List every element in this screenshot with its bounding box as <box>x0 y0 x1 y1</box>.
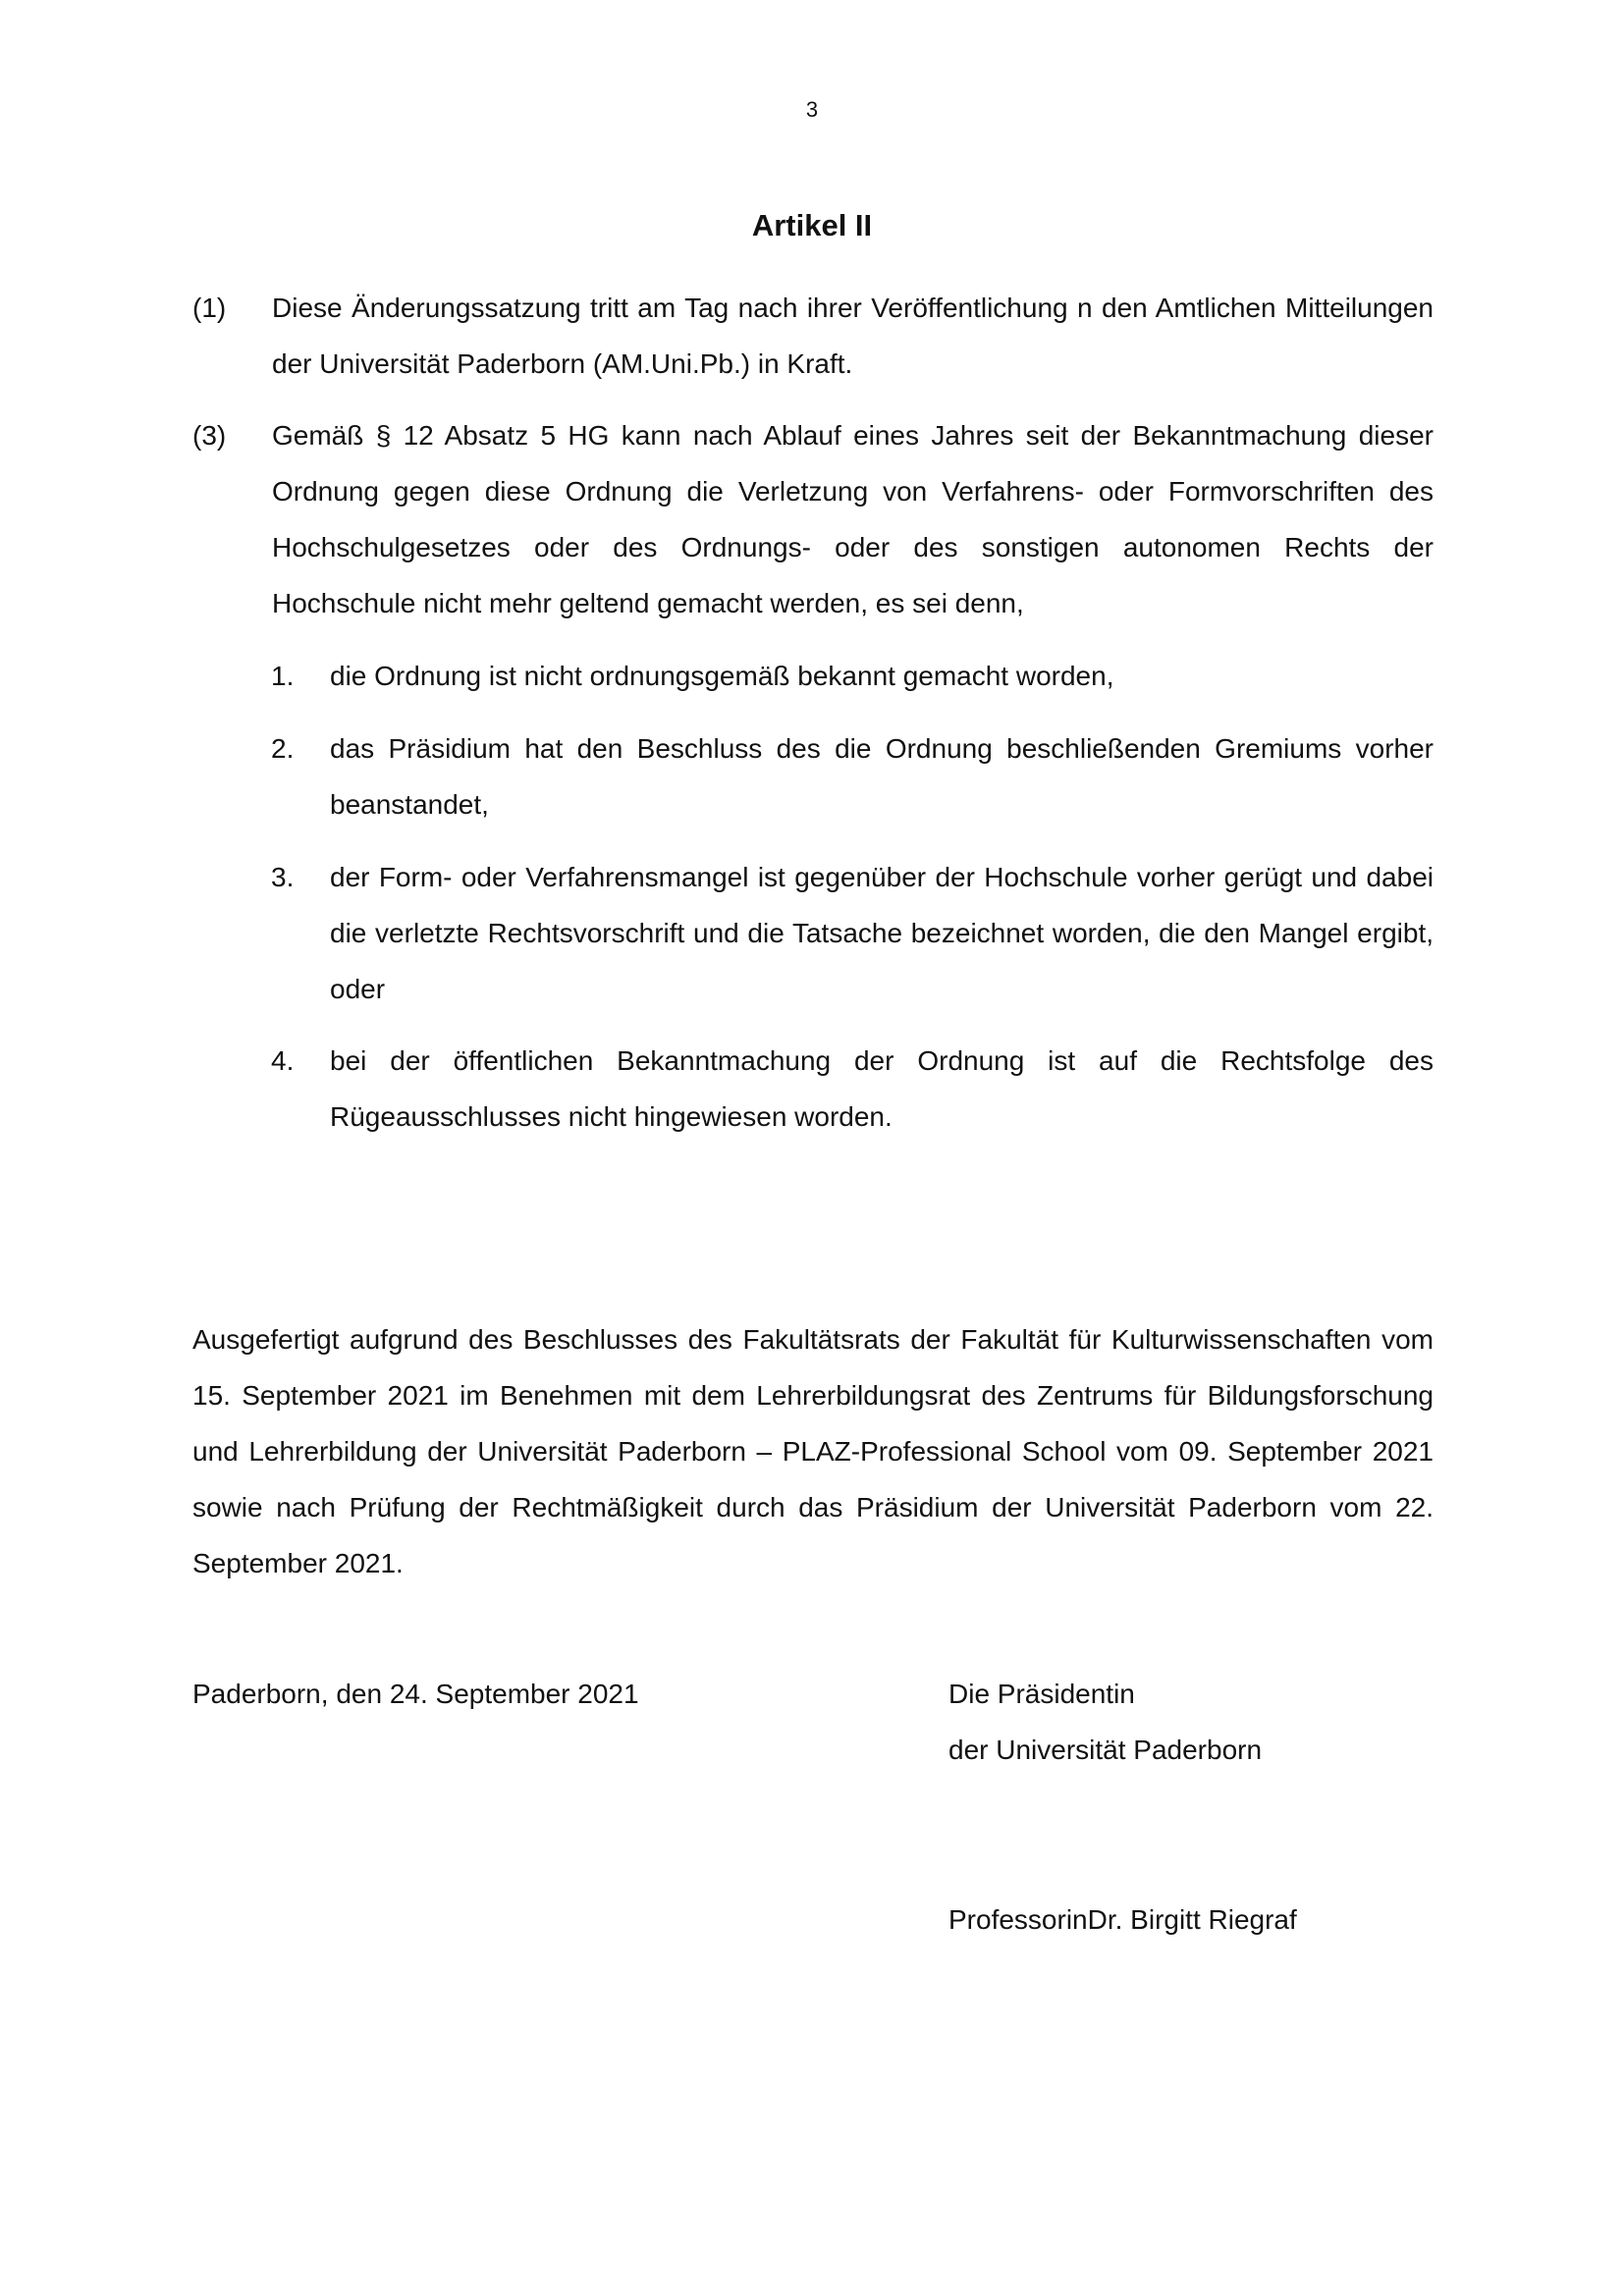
article-title: Artikel II <box>751 208 873 242</box>
list-item-number: 1. <box>271 661 295 691</box>
list-item-text: die Ordnung ist nicht ordnungsgemäß bekannt gemacht worden, <box>330 661 1114 691</box>
place-date: Paderborn, den 24. September 2021 <box>192 1679 639 1709</box>
list-item-number: 2. <box>271 733 295 764</box>
list-item-1 <box>271 648 1434 704</box>
paragraph-3 <box>192 407 1434 631</box>
list-item-text: das Präsidium hat den Beschluss des die Ordnung beschließenden Gremiums vorher beanstandet, <box>330 733 1434 820</box>
list-item-2 <box>271 721 1434 832</box>
paragraph-text: Diese Änderungssatzung tritt am Tag nach ihrer Veröffentlichung n den Amtlichen Mitteilungen der Universität Paderborn (AM.Uni.Pb.) in Kraft. <box>272 293 1434 379</box>
list-item-4 <box>271 1033 1434 1145</box>
signature-title-block <box>948 1666 1262 1778</box>
list-item-3 <box>271 849 1434 1017</box>
page-number: 3 <box>805 97 819 122</box>
list-item-number: 4. <box>271 1045 295 1076</box>
paragraph-number: (1) <box>192 293 227 323</box>
paragraph-1 <box>192 280 1434 392</box>
list-item-text: der Form- oder Verfahrensmangel ist gegenüber der Hochschule vorher gerügt und dabei die verletzte Rechtsvorschrift und die Tatsache bezeichnet worden, die den Mangel ergibt, oder <box>330 862 1434 1004</box>
paragraph-text: Gemäß § 12 Absatz 5 HG kann nach Ablauf eines Jahres seit der Bekanntmachung dieser Ordnung gegen diese Ordnung die Verletzung von Verfahrens- oder Formvorschriften des Hochschulgesetzes oder des Ordnungs- oder des sonstigen autonomen Rechts der Hochschule nicht mehr geltend gemacht werden, es sei denn, <box>272 420 1434 618</box>
list-item-text: bei der öffentlichen Bekanntmachung der Ordnung ist auf die Rechtsfolge des Rügeausschlusses nicht hingewiesen worden. <box>330 1045 1434 1132</box>
signature-title-line1: Die Präsidentin <box>948 1679 1135 1709</box>
signer-name: ProfessorinDr. Birgitt Riegraf <box>948 1904 1297 1935</box>
list-item-number: 3. <box>271 862 295 892</box>
paragraph-number: (3) <box>192 420 227 451</box>
signature-title-line2: der Universität Paderborn <box>948 1735 1263 1765</box>
closing-statement: Ausgefertigt aufgrund des Beschlusses des Fakultätsrats der Fakultät für Kulturwissenschaften vom 15. September 2021 im Benehmen mit dem Lehrerbildungsrat des Zentrums für Bildungsforschung und Lehrerbildung der Universität Paderborn – PLAZ-Professional School vom 09. September 2021 sowie nach Prüfung der Rechtmäßigkeit durch das Präsidium der Universität Paderborn vom 22. September 2021. <box>192 1324 1434 1578</box>
